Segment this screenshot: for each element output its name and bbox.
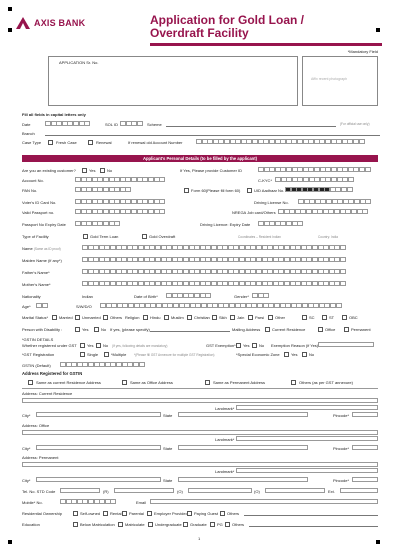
sol-id-field[interactable] xyxy=(120,121,142,126)
ckyc-field[interactable] xyxy=(275,177,354,182)
hindu-checkbox[interactable] xyxy=(143,315,148,320)
office-state-label: State xyxy=(163,446,173,451)
date-label: Date xyxy=(22,122,31,127)
tel-o2-field[interactable] xyxy=(265,488,325,493)
rental-checkbox[interactable] xyxy=(103,511,108,516)
photo-label: Affix recent photograph xyxy=(311,77,348,81)
tel-r-field[interactable] xyxy=(114,488,174,493)
facility-type-label: Type of Facility xyxy=(22,234,49,239)
nationality-value: Indian xyxy=(82,294,93,299)
permanent-state-label: State xyxy=(163,478,173,483)
pan-label: PAN No. xyxy=(22,188,38,193)
age-field[interactable] xyxy=(36,303,47,308)
marital-others-checkbox[interactable] xyxy=(103,315,108,320)
parsi-label: Parsi xyxy=(255,315,265,320)
paying-guest-label: Paying Guest xyxy=(194,511,219,516)
rental-label: Rental xyxy=(110,511,122,516)
tel-o2-label: (O) xyxy=(254,489,260,494)
marital-status-label: Marital Status* xyxy=(22,315,49,320)
gst-yes-checkbox[interactable] xyxy=(80,343,85,348)
mother-name-label: Mother's Name* xyxy=(22,282,51,287)
axis-logo-icon xyxy=(16,17,30,29)
mailing-current-checkbox[interactable] xyxy=(265,327,270,332)
registration-mark-top-left xyxy=(8,7,12,11)
dl-expiry-field[interactable] xyxy=(258,221,303,226)
mailing-address-label: Mailing Address xyxy=(232,327,261,332)
office-state-field[interactable] xyxy=(178,445,308,450)
ownership-others-field[interactable] xyxy=(244,515,378,516)
title-line-2: Overdraft Facility xyxy=(150,26,249,40)
if-yes-specify-label: If yes, (please specify) xyxy=(110,327,150,332)
exemption-yes-label: Yes xyxy=(243,343,250,348)
coordinates-note: Coordinates – Resident Indian xyxy=(238,235,281,239)
name-hint: (Same as ID proof) xyxy=(33,247,61,251)
voter-id-field[interactable] xyxy=(75,199,165,204)
permanent-pincode-label: Pincode* xyxy=(333,478,350,483)
scheme-label: Scheme xyxy=(147,122,162,127)
gstin-default-field[interactable] xyxy=(60,362,144,367)
exemption-no-checkbox[interactable] xyxy=(252,343,257,348)
sez-yes-label: Yes xyxy=(291,352,298,357)
gst-no-checkbox[interactable] xyxy=(96,343,101,348)
registration-mark-top-left-2 xyxy=(8,28,12,32)
christian-label: Christian xyxy=(194,315,210,320)
others-annexure-checkbox[interactable] xyxy=(291,380,296,385)
parental-label: Parental xyxy=(129,511,144,516)
current-pincode-field[interactable] xyxy=(352,412,378,417)
jain-label: Jain xyxy=(237,315,245,320)
gold-term-loan-label: Gold Term Loan xyxy=(90,234,119,239)
same-office-label: Same as Office Address xyxy=(130,380,173,385)
education-others-checkbox[interactable] xyxy=(225,522,230,527)
tel-o-field[interactable] xyxy=(188,488,252,493)
single-label: Single xyxy=(87,352,99,357)
registration-mark-top-right xyxy=(376,28,380,32)
gender-label: Gender* xyxy=(234,294,249,299)
graduate-checkbox[interactable] xyxy=(183,522,188,527)
permanent-state-field[interactable] xyxy=(178,477,308,482)
permanent-landmark-field[interactable] xyxy=(236,468,378,473)
permanent-address-label: Address: Permanent xyxy=(22,455,59,460)
christian-checkbox[interactable] xyxy=(187,315,192,320)
nrega-field[interactable] xyxy=(278,209,368,214)
application-sr-box[interactable] xyxy=(48,56,298,106)
dob-field[interactable] xyxy=(166,293,211,298)
mailing-current-label: Current Residence xyxy=(272,327,306,332)
gst-registration-label: *GST Registration xyxy=(22,352,55,357)
nrega-label: NREGA Job card/Others xyxy=(232,210,276,215)
form60-checkbox[interactable] xyxy=(184,188,189,193)
under-gst-label: Whether registered under GST xyxy=(22,343,77,348)
gold-overdraft-label: Gold Overdraft xyxy=(149,234,176,239)
jain-checkbox[interactable] xyxy=(230,315,235,320)
muslim-label: Muslim xyxy=(171,315,184,320)
caps-note: Fill all fields in capital letters only xyxy=(22,112,86,117)
exemption-reason-label: Exemption Reason (if Yes) xyxy=(271,343,319,348)
married-label: Married xyxy=(59,315,73,320)
parental-checkbox[interactable] xyxy=(122,511,127,516)
mailing-permanent-label: Permanent xyxy=(351,327,371,332)
branch-label: Branch xyxy=(22,131,35,136)
disability-yes-label: Yes xyxy=(82,327,89,332)
employer-provided-checkbox[interactable] xyxy=(147,511,152,516)
education-others-label: Others xyxy=(232,522,245,527)
tel-r-label: (R) xyxy=(103,489,109,494)
gold-overdraft-checkbox[interactable] xyxy=(142,234,147,239)
office-city-label: City* xyxy=(22,446,31,451)
passport-expiry-field[interactable] xyxy=(75,221,120,226)
title-underline xyxy=(150,43,382,46)
name-label xyxy=(22,246,61,251)
address-registered-heading: Address Registered for GSTIN xyxy=(22,371,83,376)
renewal-account-label: If renewal old Account Number xyxy=(128,140,183,145)
fresh-case-label: Fresh Case xyxy=(56,140,77,145)
office-pincode-field[interactable] xyxy=(352,445,378,450)
renewal-account-field[interactable] xyxy=(196,139,364,144)
father-name-field[interactable] xyxy=(82,269,346,274)
graduate-label: Graduate xyxy=(190,522,207,527)
page-number: 1 xyxy=(198,536,201,541)
account-no-label: Account No. xyxy=(22,178,44,183)
others-annexure-label: Others (as per GST annexure) xyxy=(299,380,353,385)
sez-yes-checkbox[interactable] xyxy=(284,352,289,357)
current-city-label: City* xyxy=(22,413,31,418)
disability-no-checkbox[interactable] xyxy=(94,327,99,332)
permanent-landmark-label: Landmark* xyxy=(215,469,235,474)
single-checkbox[interactable] xyxy=(80,352,85,357)
office-use-note: (For official use only) xyxy=(340,122,370,126)
sez-no-label: No xyxy=(309,352,315,357)
mother-name-field[interactable] xyxy=(82,281,346,286)
dob-label: Date of Birth* xyxy=(134,294,158,299)
multiple-checkbox[interactable] xyxy=(104,352,109,357)
ckyc-label: C-KYC* xyxy=(258,178,273,183)
scheme-field[interactable] xyxy=(166,126,336,127)
other-religion-checkbox[interactable] xyxy=(268,315,273,320)
disability-no-label: No xyxy=(101,327,107,332)
same-permanent-label: Same as Permanent Address xyxy=(213,380,266,385)
same-residence-checkbox[interactable] xyxy=(28,380,33,385)
pan-field[interactable] xyxy=(75,187,131,192)
obc-label: OBC xyxy=(349,315,358,320)
mobile-field[interactable] xyxy=(60,499,116,504)
current-residence-label: Address: Current Residence xyxy=(22,391,73,396)
driving-license-label: Driving License No. xyxy=(254,200,289,205)
voter-id-label: Voter's ID Card No. xyxy=(22,200,57,205)
exemption-no-label: No xyxy=(259,343,265,348)
below-matric-checkbox[interactable] xyxy=(73,522,78,527)
education-others-field[interactable] xyxy=(249,526,378,527)
bank-logo xyxy=(16,17,85,29)
tel-std-label: Tel. No. STD Code xyxy=(22,489,56,494)
current-landmark-label: Landmark* xyxy=(215,406,235,411)
existing-no-label: No xyxy=(107,168,113,173)
sez-label: *Special Economic Zone xyxy=(236,352,280,357)
exemption-yes-checkbox[interactable] xyxy=(236,343,241,348)
maiden-name-label: Maiden Name (if any*) xyxy=(22,258,62,263)
renewal-label: Renewal xyxy=(96,140,112,145)
sikh-checkbox[interactable] xyxy=(212,315,217,320)
exemption-reason-field[interactable] xyxy=(318,342,374,347)
gst-hint: (If yes, following details are mandatory) xyxy=(112,343,168,348)
sikh-label: Sikh xyxy=(219,315,227,320)
branch-field[interactable] xyxy=(45,135,380,136)
passport-field[interactable] xyxy=(75,209,165,214)
office-address-label: Address: Office xyxy=(22,423,50,428)
ownership-others-checkbox[interactable] xyxy=(220,511,225,516)
sc-label: SC xyxy=(309,315,315,320)
uid-label: UID Aadhaar No. xyxy=(254,188,285,193)
office-landmark-label: Landmark* xyxy=(215,437,235,442)
current-pincode-label: Pincode* xyxy=(333,413,350,418)
ext-label: Ext. xyxy=(328,489,335,494)
current-landmark-field[interactable] xyxy=(236,405,378,410)
pg-label: PG xyxy=(217,522,223,527)
gold-term-loan-checkbox[interactable] xyxy=(83,234,88,239)
office-pincode-label: Pincode* xyxy=(333,446,350,451)
swdo-field[interactable] xyxy=(100,303,341,308)
current-state-label: State xyxy=(163,413,173,418)
same-residence-label: Same as current Residence Address xyxy=(36,380,101,385)
marital-others-label: Others xyxy=(110,315,123,320)
matriculate-checkbox[interactable] xyxy=(118,522,123,527)
existing-yes-label: Yes xyxy=(89,168,96,173)
religion-label: Religion xyxy=(125,315,140,320)
existing-no-checkbox[interactable] xyxy=(100,168,105,173)
gstin-default-label: GSTIN (Default) xyxy=(22,363,51,368)
sc-checkbox[interactable] xyxy=(302,315,307,320)
bank-name: AXIS BANK xyxy=(34,18,86,28)
photo-box[interactable] xyxy=(302,56,378,106)
form60-label: Form 60(Please fill form 60) xyxy=(191,188,241,193)
st-checkbox[interactable] xyxy=(322,315,327,320)
gst-no-label: No xyxy=(103,343,109,348)
date-field[interactable] xyxy=(45,121,90,126)
current-state-field[interactable] xyxy=(178,412,308,417)
existing-customer-label: Are you an existing customer? xyxy=(22,168,76,173)
undergraduate-checkbox[interactable] xyxy=(148,522,153,527)
current-residence-block xyxy=(22,388,378,389)
permanent-address-line-1[interactable] xyxy=(22,462,378,467)
email-field[interactable] xyxy=(150,499,378,504)
parsi-checkbox[interactable] xyxy=(248,315,253,320)
current-city-field[interactable] xyxy=(36,412,161,417)
matriculate-label: Matriculate xyxy=(125,522,145,527)
multiple-hint: *(Please fill GST Annexure for multiple GST Registration) xyxy=(134,352,215,357)
same-office-checkbox[interactable] xyxy=(122,380,127,385)
age-label: Age* xyxy=(22,304,31,309)
father-name-label: Father's Name* xyxy=(22,270,50,275)
personal-section-header: Applicant's Personal Details (to be filled by the applicant) xyxy=(22,155,378,162)
email-label: Email xyxy=(136,500,147,505)
swdo-label: S/W/D/O xyxy=(76,304,92,309)
customer-id-field[interactable] xyxy=(258,167,370,172)
office-city-field[interactable] xyxy=(36,445,161,450)
mandatory-note: *Mandatory Field xyxy=(347,49,378,54)
mobile-label: Mobile* No. xyxy=(22,500,43,505)
std-code-field[interactable] xyxy=(60,488,100,493)
same-permanent-checkbox[interactable] xyxy=(205,380,210,385)
disability-yes-checkbox[interactable] xyxy=(75,327,80,332)
obc-checkbox[interactable] xyxy=(342,315,347,320)
paying-guest-checkbox[interactable] xyxy=(187,511,192,516)
gstin-heading: *GSTIN DETAILS xyxy=(22,337,54,342)
ownership-others-label: Others xyxy=(227,511,240,516)
multiple-label: *Multiple xyxy=(111,352,127,357)
form-title xyxy=(150,14,304,40)
education-label: Education xyxy=(22,522,40,527)
ext-field[interactable] xyxy=(340,488,378,493)
passport-label: Valid Passport no. xyxy=(22,210,55,215)
name-field[interactable] xyxy=(82,245,346,250)
nationality-label: Nationality xyxy=(22,294,41,299)
account-no-field[interactable] xyxy=(75,177,165,182)
maiden-name-field[interactable] xyxy=(82,257,346,262)
employer-provided-label: Employer Provided xyxy=(154,511,188,516)
case-type-label: Case Type xyxy=(22,140,42,145)
office-landmark-field[interactable] xyxy=(236,436,378,441)
married-checkbox[interactable] xyxy=(52,315,57,320)
disability-specify-field[interactable] xyxy=(150,331,230,332)
registration-mark-bottom-left xyxy=(8,540,12,544)
customer-id-label: If Yes, Please provide Customer ID xyxy=(180,168,243,173)
current-address-line-1[interactable] xyxy=(22,398,378,403)
renewal-checkbox[interactable] xyxy=(88,140,93,145)
title-line-1: Application for Gold Loan / xyxy=(150,13,304,27)
below-matric-label: Below Matriculation xyxy=(80,522,115,527)
mailing-permanent-checkbox[interactable] xyxy=(344,327,349,332)
sez-no-checkbox[interactable] xyxy=(302,352,307,357)
driving-license-field[interactable] xyxy=(298,199,371,204)
undergraduate-label: Undergraduate xyxy=(155,522,182,527)
mailing-office-checkbox[interactable] xyxy=(318,327,323,332)
hindu-label: Hindu xyxy=(150,315,161,320)
uid-checkbox[interactable] xyxy=(247,188,252,193)
fresh-case-checkbox[interactable] xyxy=(48,140,53,145)
tel-o-label: (O) xyxy=(177,489,183,494)
permanent-city-field[interactable] xyxy=(36,477,161,482)
existing-yes-checkbox[interactable] xyxy=(82,168,87,173)
sol-id-label: SOL ID xyxy=(105,122,118,127)
pg-checkbox[interactable] xyxy=(210,522,215,527)
sr-no-label: APPLICATION Sr. No. xyxy=(59,60,99,65)
gender-field[interactable] xyxy=(252,293,269,298)
self-owned-label: Self-owned xyxy=(80,511,101,516)
dl-expiry-label: Driving Licence: Expiry Date xyxy=(200,222,251,227)
self-owned-checkbox[interactable] xyxy=(73,511,78,516)
name-label-text: Name xyxy=(22,246,33,251)
st-label: ST xyxy=(329,315,335,320)
other-religion-label: Other xyxy=(275,315,286,320)
office-address-line-1[interactable] xyxy=(22,430,378,435)
gst-exemption-label: GST Exemption* xyxy=(206,343,236,348)
uid-field[interactable] xyxy=(285,187,352,192)
permanent-city-label: City* xyxy=(22,478,31,483)
unmarried-label: Unmarried xyxy=(82,315,101,320)
gst-yes-label: Yes xyxy=(87,343,94,348)
passport-expiry-label: Passport No Expiry Date xyxy=(22,222,66,227)
residential-ownership-label: Residential Ownership xyxy=(22,511,63,516)
mailing-office-label: Office xyxy=(325,327,336,332)
muslim-checkbox[interactable] xyxy=(164,315,169,320)
disability-label: Person with Disability : xyxy=(22,327,63,332)
registration-mark-bottom-right xyxy=(376,540,380,544)
unmarried-checkbox[interactable] xyxy=(75,315,80,320)
country-note: Country: India xyxy=(318,235,338,239)
permanent-pincode-field[interactable] xyxy=(352,477,378,482)
